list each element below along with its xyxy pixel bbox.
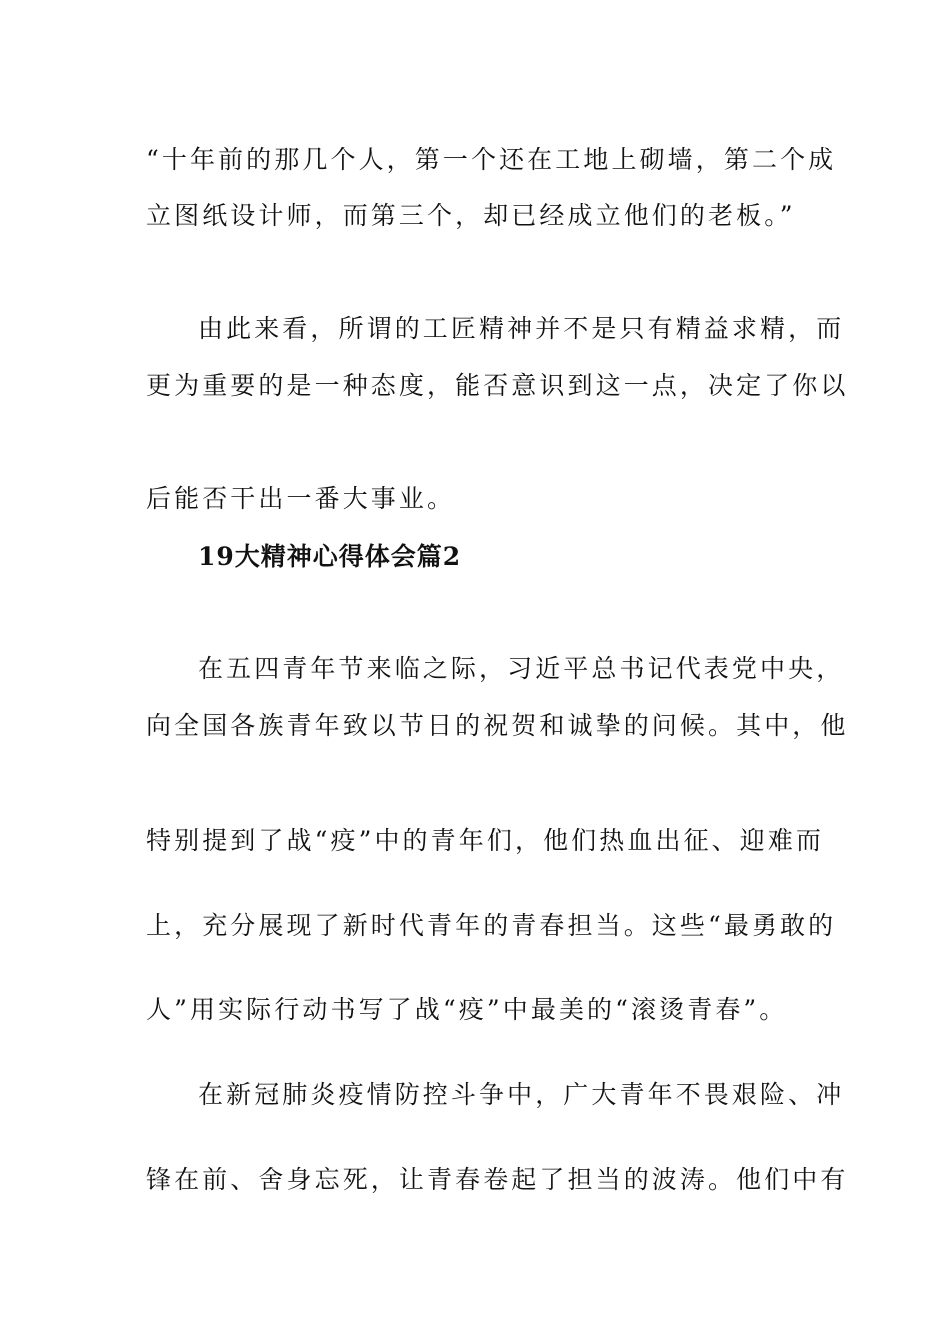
section-heading: 19大精神心得体会篇2 <box>198 542 462 571</box>
paragraph-3-line-4: 上，充分展现了新时代青年的青春担当。这些“最勇敢的 <box>146 911 837 940</box>
paragraph-3-line-2: 向全国各族青年致以节日的祝贺和诚挚的问候。其中，他 <box>146 711 849 740</box>
paragraph-1-line-1: “十年前的那几个人，第一个还在工地上砌墙，第二个成 <box>146 145 837 174</box>
paragraph-3-line-1: 在五四青年节来临之际，习近平总书记代表党中央， <box>198 654 845 683</box>
paragraph-2-line-2: 更为重要的是一种态度，能否意识到这一点，决定了你以 <box>146 371 849 400</box>
paragraph-3-line-3: 特别提到了战“疫”中的青年们，他们热血出征、迎难而 <box>146 826 825 855</box>
paragraph-1-line-2: 立图纸设计师，而第三个，却已经成立他们的老板。” <box>146 201 796 230</box>
paragraph-2-line-1: 由此来看，所谓的工匠精神并不是只有精益求精，而 <box>198 314 845 343</box>
paragraph-4-line-1: 在新冠肺炎疫情防控斗争中，广大青年不畏艰险、冲 <box>198 1080 845 1109</box>
paragraph-2-line-3: 后能否干出一番大事业。 <box>146 484 456 513</box>
paragraph-4-line-2: 锋在前、舍身忘死，让青春卷起了担当的波涛。他们中有 <box>146 1165 849 1194</box>
paragraph-3-line-5: 人”用实际行动书写了战“疫”中最美的“滚烫青春”。 <box>146 995 788 1024</box>
